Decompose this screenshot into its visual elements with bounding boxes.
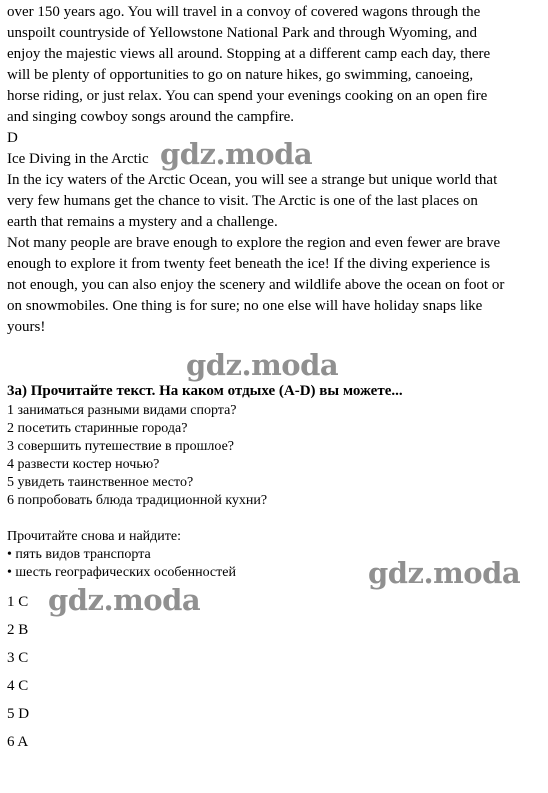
section-title: Ice Diving in the Arctic — [7, 151, 149, 167]
task-question: 6 попробовать блюда традиционной кухни? — [7, 493, 268, 508]
answer-item: 1 C — [7, 594, 29, 610]
answer-item: 4 C — [7, 678, 29, 694]
task-question: 5 увидеть таинственное место? — [7, 475, 194, 490]
task-question: 1 заниматься разными видами спорта? — [7, 403, 237, 418]
text-a-line: unspoilt countryside of Yellowstone National Park and through Wyoming, and — [7, 25, 478, 41]
section-d-line: earth that remains a mystery and a challenge. — [7, 214, 278, 230]
reread-instruction: Прочитайте снова и найдите: — [7, 529, 181, 544]
bullet-item: • шесть географических особенностей — [7, 565, 236, 580]
watermark-logo: gdz.moda — [160, 137, 313, 171]
text-a-line: over 150 years ago. You will travel in a convoy of covered wagons through the — [7, 4, 481, 20]
task-question: 3 совершить путешествие в прошлое? — [7, 439, 235, 454]
text-a-line: horse riding, or just relax. You can spend your evenings cooking on an open fire — [7, 88, 488, 104]
section-d-line: enough to explore it from twenty feet beneath the ice! If the diving experience is — [7, 256, 491, 272]
text-a-line: enjoy the majestic views all around. Stopping at a different camp each day, there — [7, 46, 491, 62]
section-d-line: very few humans get the chance to visit. The Arctic is one of the last places on — [7, 193, 478, 209]
text-a-line: and singing cowboy songs around the campfire. — [7, 109, 295, 125]
section-d-line: on snowmobiles. One thing is for sure; no one else will have holiday snaps like — [7, 298, 483, 314]
watermark-logo: gdz.moda — [48, 583, 201, 617]
watermark-logo: gdz.moda — [186, 348, 339, 382]
answer-item: 5 D — [7, 706, 30, 722]
bullet-item: • пять видов транспорта — [7, 547, 151, 562]
answer-item: 3 C — [7, 650, 29, 666]
task-heading: 3a) Прочитайте текст. На каком отдыхе (A-D) вы можете... — [7, 383, 403, 399]
section-letter: D — [7, 130, 18, 146]
section-d-line: not enough, you can also enjoy the scenery and wildlife above the ocean on foot or — [7, 277, 505, 293]
section-d-line: yours! — [7, 319, 46, 335]
text-a-line: will be plenty of opportunities to go on nature hikes, go swimming, canoeing, — [7, 67, 474, 83]
answer-item: 6 A — [7, 734, 29, 750]
section-d-line: Not many people are brave enough to explore the region and even fewer are brave — [7, 235, 501, 251]
answer-item: 2 B — [7, 622, 29, 638]
section-d-line: In the icy waters of the Arctic Ocean, you will see a strange but unique world that — [7, 172, 498, 188]
task-question: 2 посетить старинные города? — [7, 421, 188, 436]
task-question: 4 развести костер ночью? — [7, 457, 160, 472]
watermark-logo: gdz.moda — [368, 556, 521, 590]
